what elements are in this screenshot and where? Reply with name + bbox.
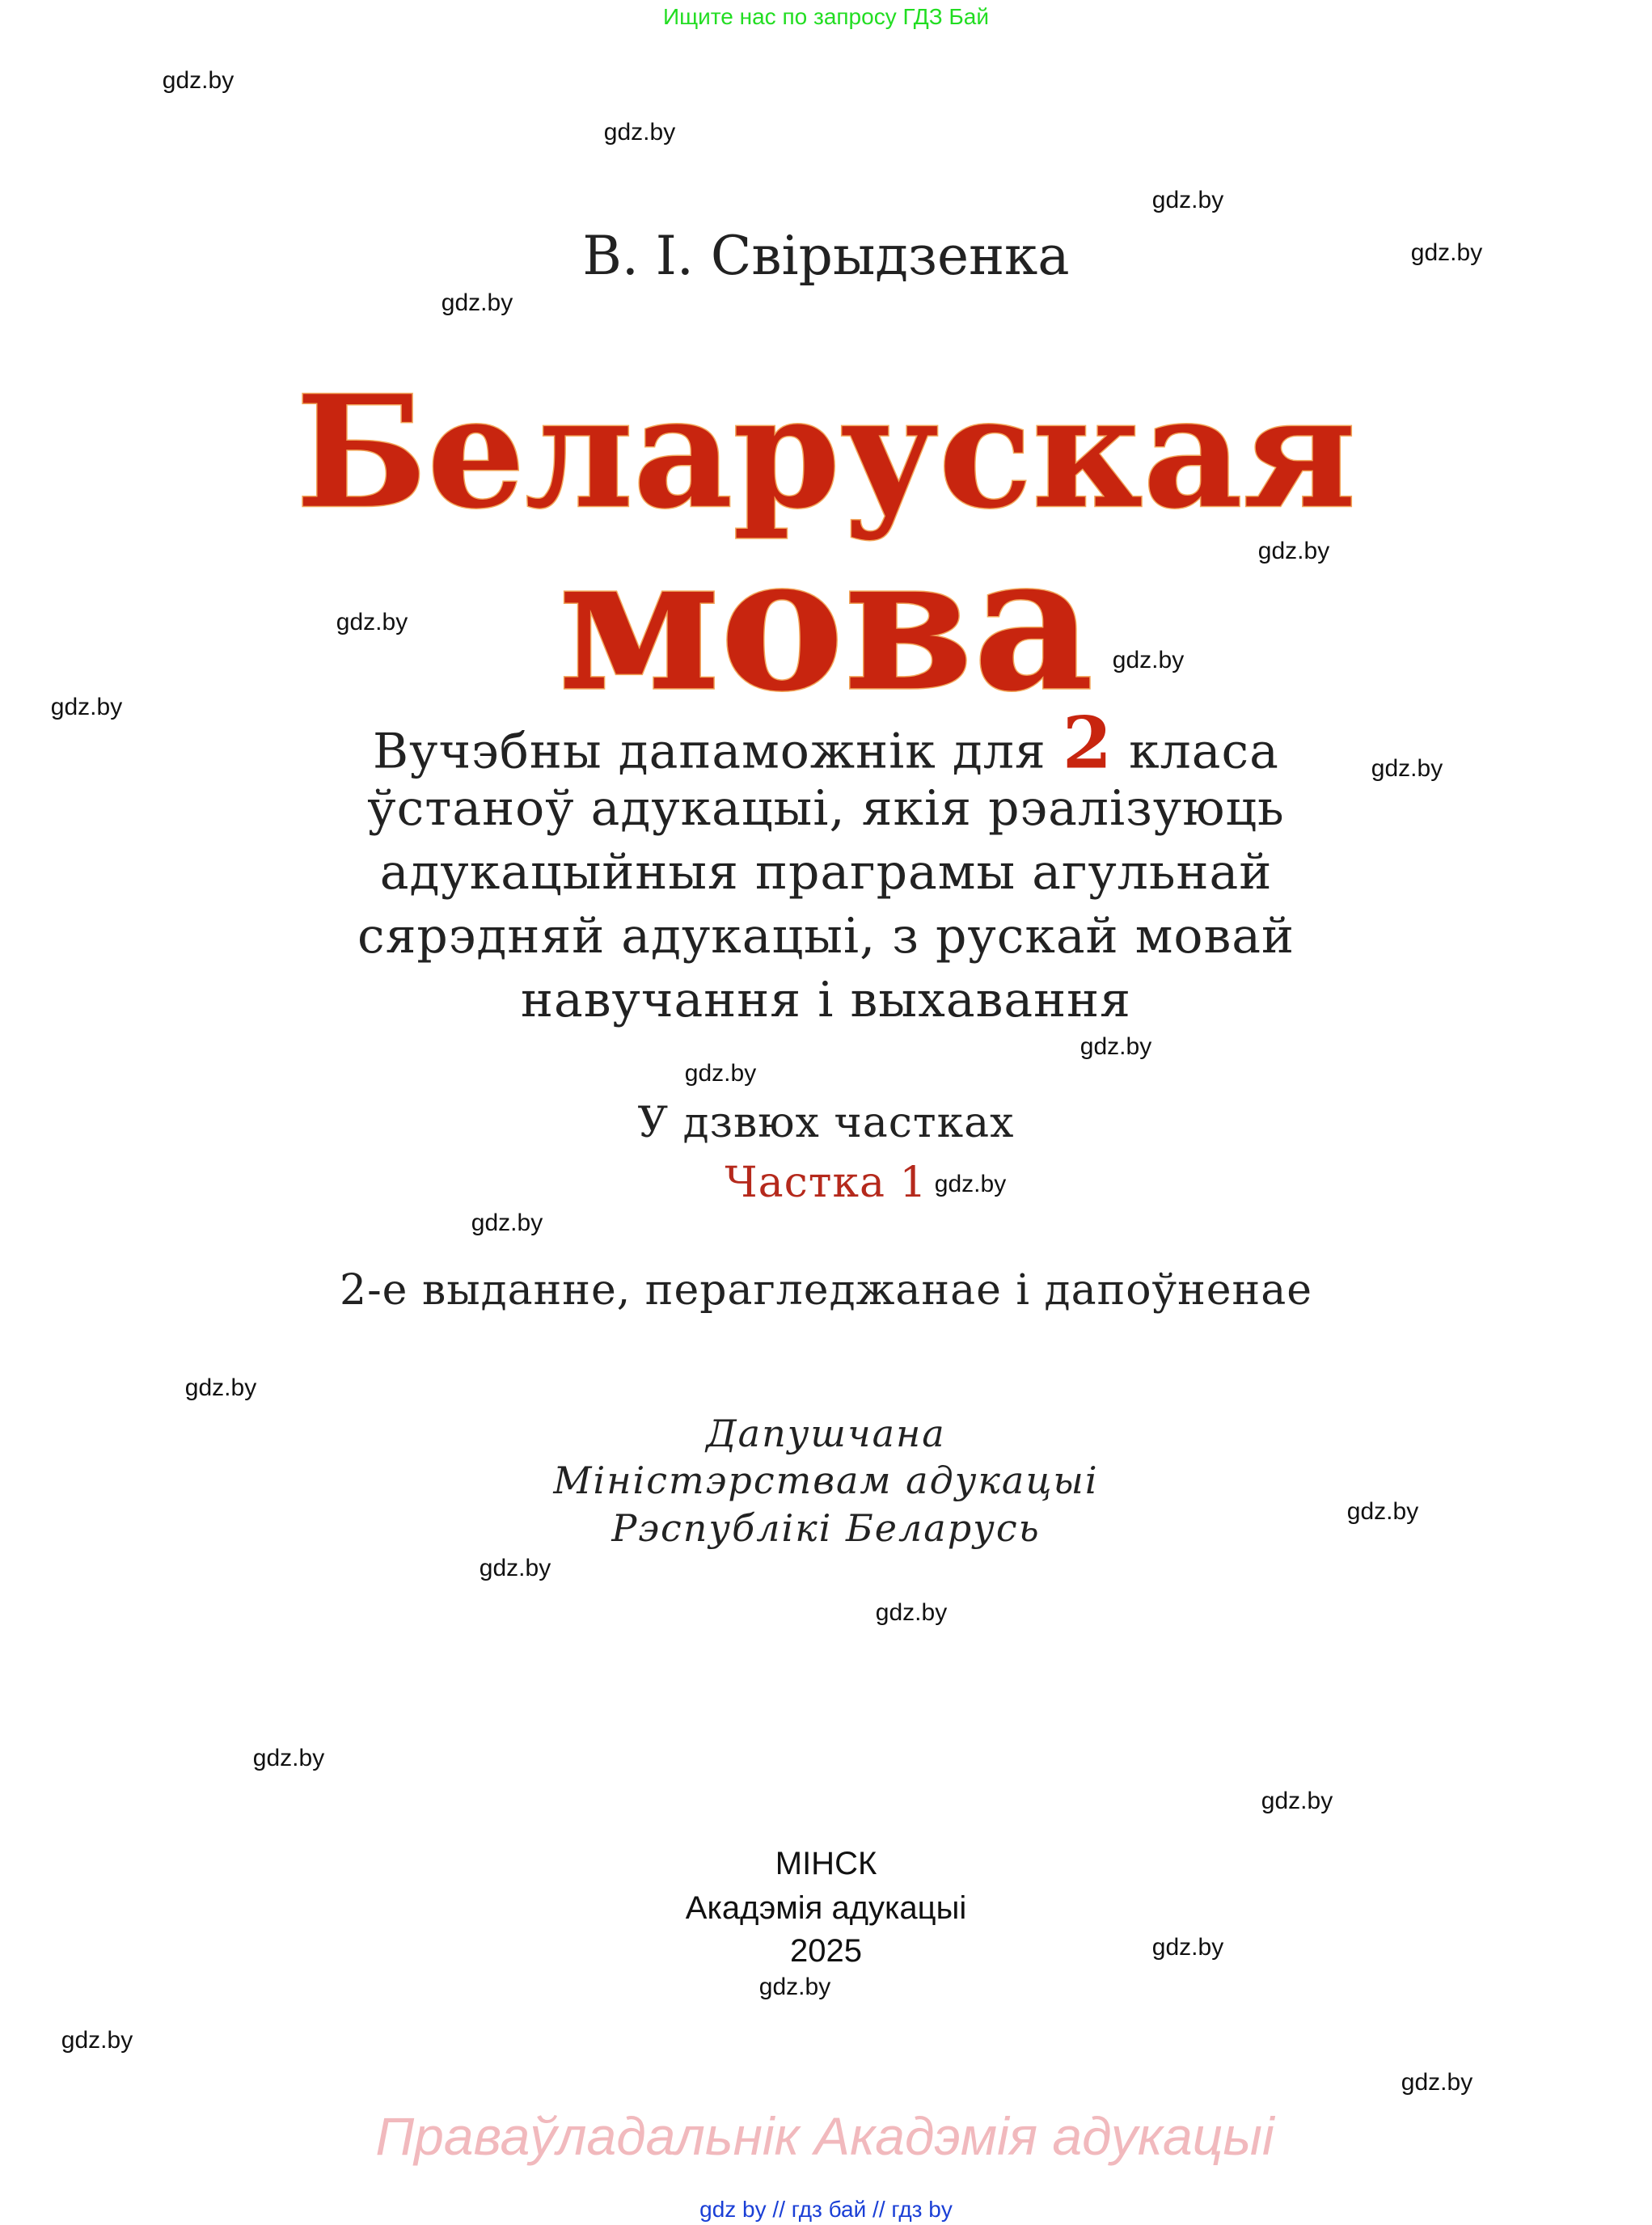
footer-links[interactable]: gdz by // гдз бай // гдз by bbox=[699, 2197, 953, 2222]
watermark: gdz.by bbox=[1257, 538, 1330, 564]
watermark: gdz.by bbox=[1151, 187, 1224, 213]
subtitle-line1 bbox=[373, 700, 1279, 785]
subtitle-line2: ўстаноў адукацыі, якія рэалізуюць bbox=[367, 780, 1285, 837]
watermark: gdz.by bbox=[1346, 1498, 1419, 1525]
author: В. І. Свірыдзенка bbox=[582, 225, 1070, 287]
watermark: gdz.by bbox=[252, 1745, 325, 1771]
subtitle-line3: адукацыйныя праграмы агульнай bbox=[379, 844, 1273, 901]
parts-count: У дзвюх частках bbox=[637, 1099, 1015, 1147]
subtitle-line5: навучання і выхавання bbox=[521, 972, 1131, 1028]
approval-line1: Дапушчана bbox=[706, 1412, 946, 1455]
watermark: gdz.by bbox=[934, 1171, 1007, 1197]
search-notice: Ищите нас по запросу ГДЗ Бай bbox=[662, 4, 990, 29]
watermark: gdz.by bbox=[1261, 1788, 1333, 1814]
copyright-notice: Праваўладальнік Акадэмія адукацыі bbox=[375, 2106, 1274, 2166]
watermark: gdz.by bbox=[603, 119, 676, 146]
watermark: gdz.by bbox=[1371, 755, 1443, 782]
watermark: gdz.by bbox=[1080, 1033, 1152, 1060]
subtitle-text: класа bbox=[1113, 723, 1279, 780]
approval-line3: Рэспублікі Беларусь bbox=[611, 1506, 1041, 1550]
watermark: gdz.by bbox=[875, 1599, 948, 1626]
grade-number: 2 bbox=[1062, 700, 1113, 785]
watermark: gdz.by bbox=[61, 2027, 133, 2054]
edition: 2-е выданне, перагледжанае і дапоўненае bbox=[340, 1266, 1312, 1315]
watermark: gdz.by bbox=[336, 609, 408, 635]
watermark: gdz.by bbox=[1151, 1934, 1224, 1961]
subtitle-text: Вучэбны дапаможнік для bbox=[373, 723, 1063, 780]
publisher-city: МІНСК bbox=[775, 1846, 877, 1881]
watermark: gdz.by bbox=[162, 67, 234, 94]
watermark: gdz.by bbox=[50, 694, 123, 720]
watermark: gdz.by bbox=[684, 1060, 757, 1087]
book-title-line2: мова bbox=[558, 514, 1094, 733]
part-number: Частка 1 bbox=[725, 1159, 927, 1207]
watermark: gdz.by bbox=[479, 1555, 551, 1581]
watermark: gdz.by bbox=[758, 1974, 831, 2000]
watermark: gdz.by bbox=[1410, 239, 1483, 266]
watermark: gdz.by bbox=[1112, 647, 1185, 673]
approval-line2: Міністэрствам адукацыі bbox=[553, 1459, 1099, 1502]
watermark: gdz.by bbox=[1401, 2069, 1473, 2096]
subtitle-line4: сярэдняй адукацыі, з рускай мовай bbox=[357, 908, 1295, 965]
publisher-name: Акадэмія адукацыі bbox=[685, 1890, 967, 1926]
watermark: gdz.by bbox=[184, 1374, 257, 1401]
publication-year: 2025 bbox=[790, 1933, 862, 1969]
watermark: gdz.by bbox=[471, 1210, 543, 1236]
book-title-line1: Беларуская bbox=[295, 361, 1357, 543]
watermark: gdz.by bbox=[441, 289, 513, 316]
